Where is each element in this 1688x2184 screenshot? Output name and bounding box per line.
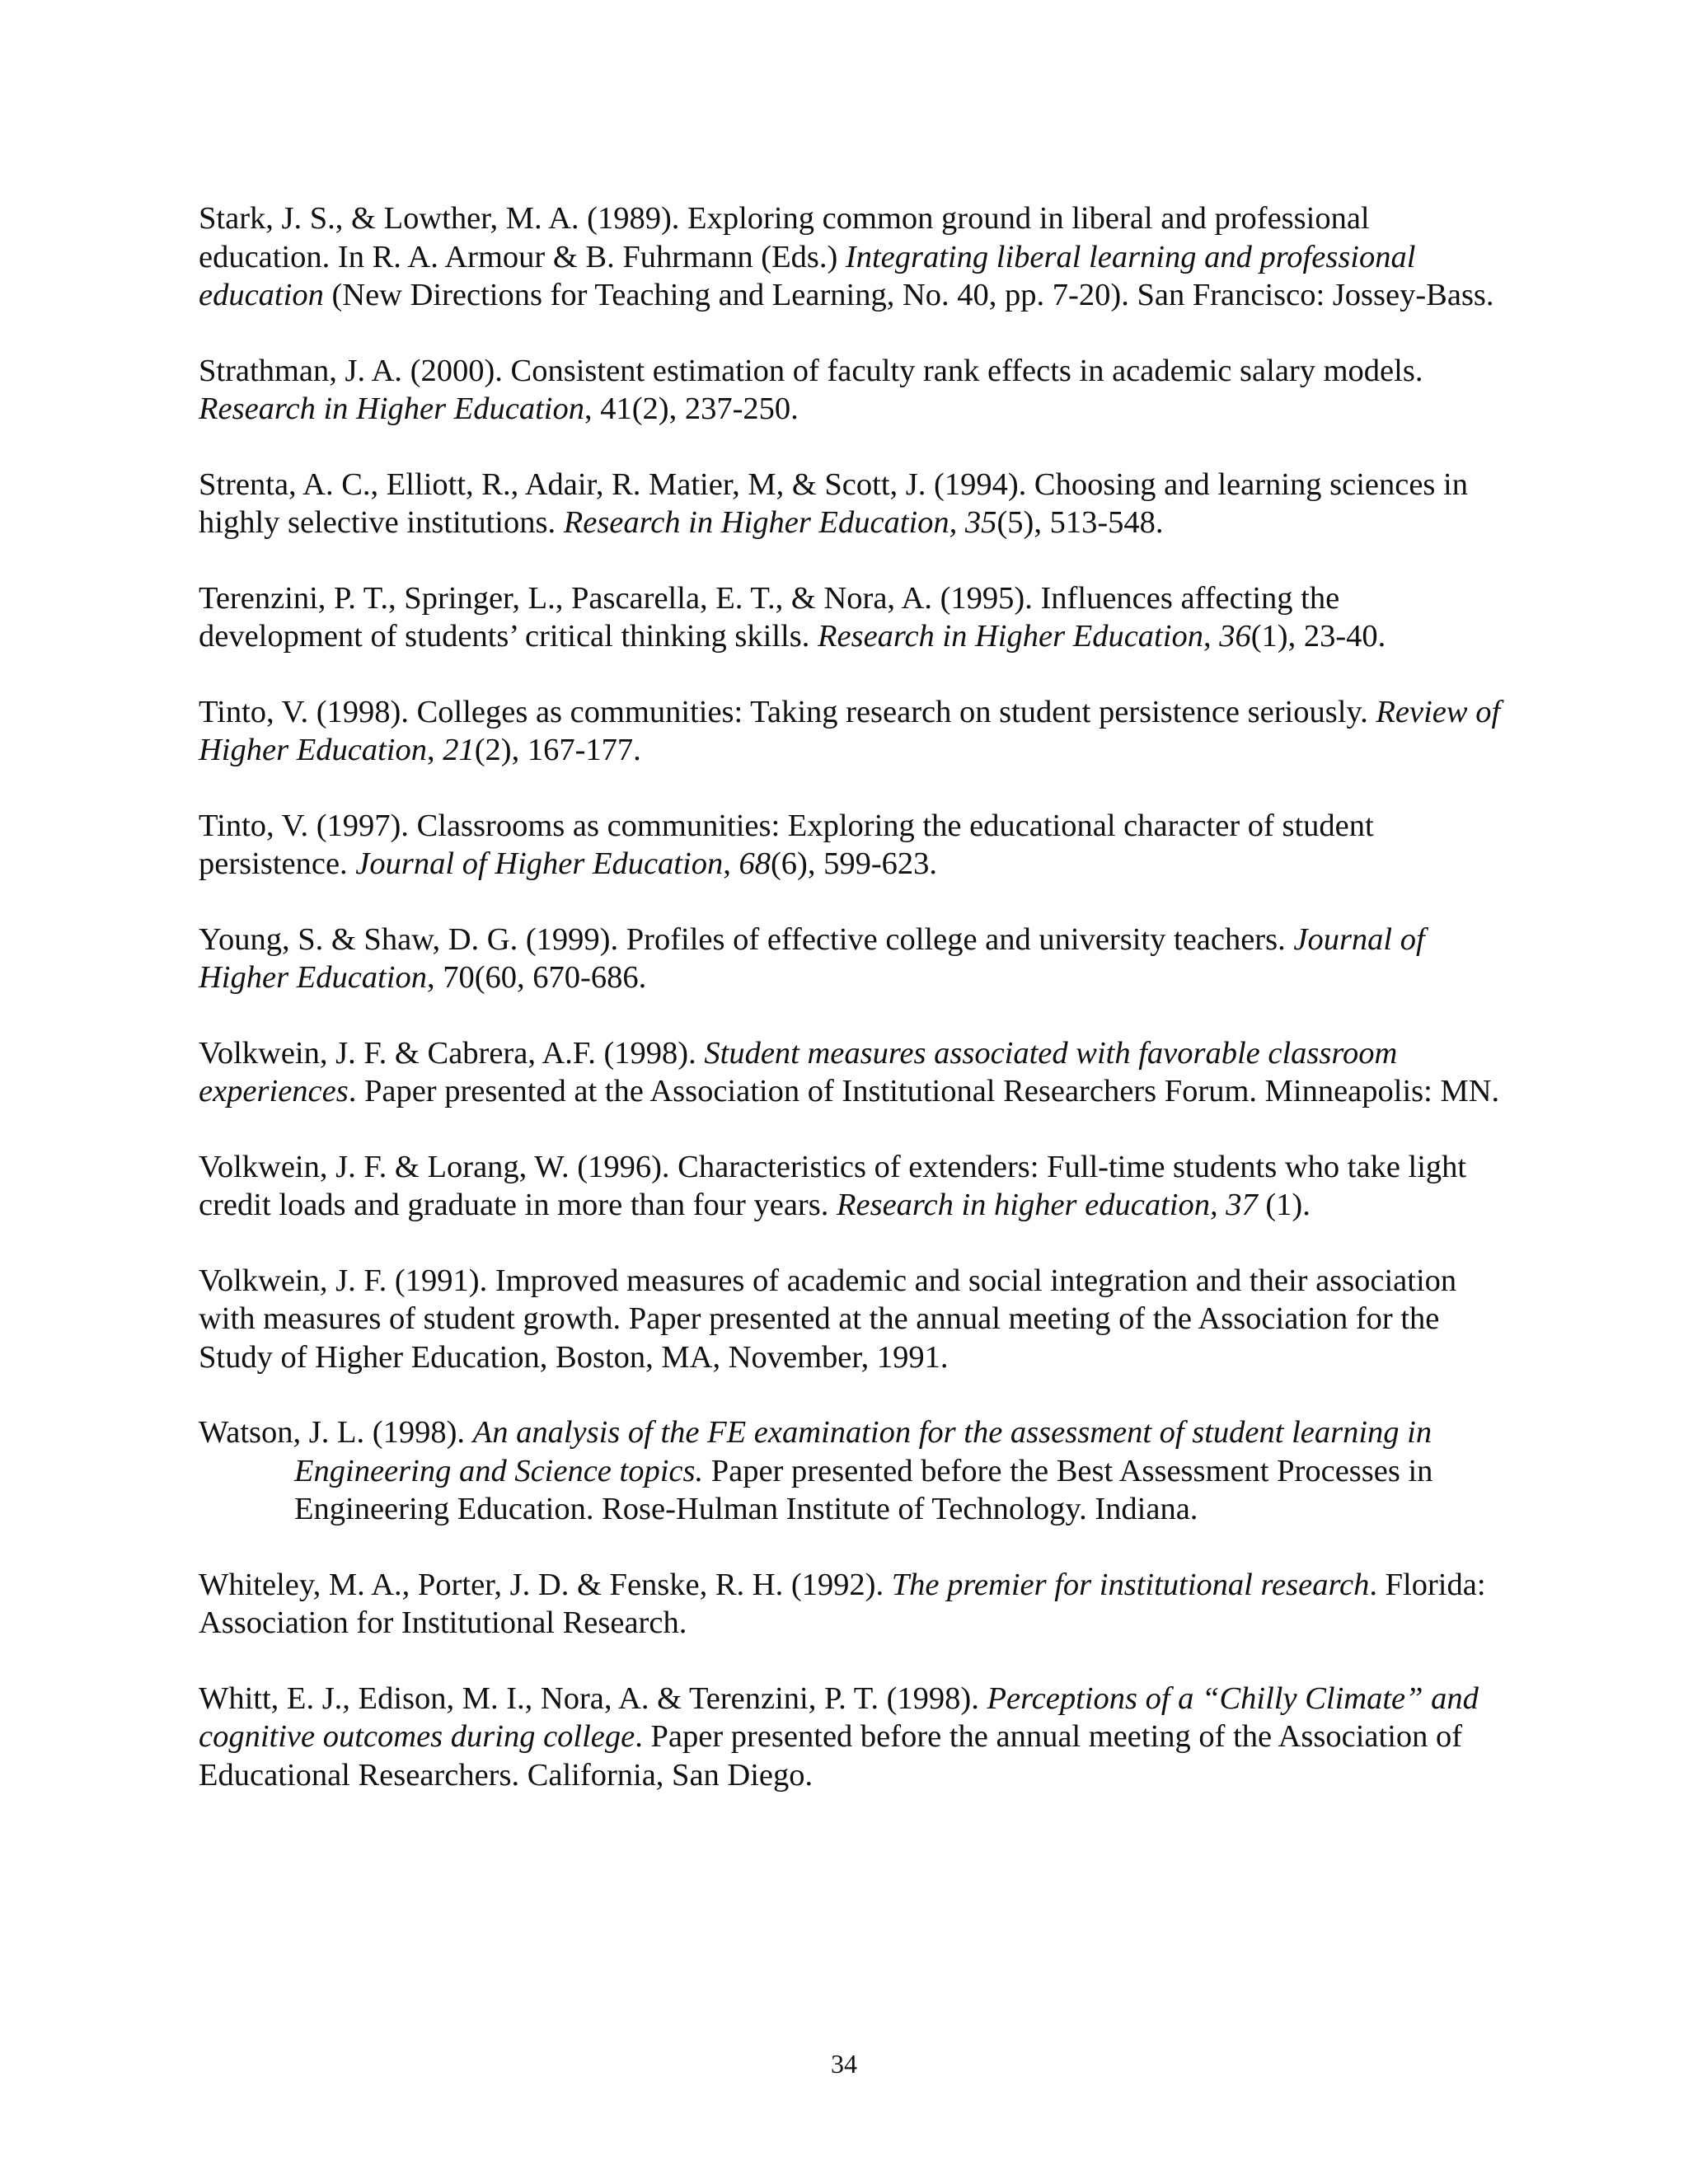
reference-italic-text: Journal of Higher Education bbox=[355, 846, 724, 881]
reference-entry bbox=[199, 921, 1501, 997]
reference-italic-text: Integrating liberal learning and professional education bbox=[199, 239, 1416, 312]
reference-entry bbox=[199, 199, 1501, 315]
reference-entry bbox=[199, 1680, 1501, 1795]
reference-italic-text: Review of Higher Education bbox=[199, 694, 1501, 767]
reference-italic-text: 21 bbox=[443, 733, 475, 767]
reference-text: Watson, J. L. (1998). bbox=[199, 1415, 473, 1450]
reference-text: (1), 23-40. bbox=[1250, 619, 1386, 654]
reference-italic-text: The premier for institutional research bbox=[891, 1567, 1370, 1602]
reference-text: Strathman, J. A. (2000). Consistent estimation of faculty rank effects in academic salary models. bbox=[199, 353, 1423, 388]
reference-text: (1). bbox=[1257, 1188, 1311, 1222]
reference-text: . Paper presented at the Association of Institutional Researchers Forum. Minneapolis: MN. bbox=[348, 1074, 1500, 1108]
reference-text: Whiteley, M. A., Porter, J. D. & Fenske, R. H. (1992). bbox=[199, 1567, 892, 1602]
reference-text: Tinto, V. (1997). Classrooms as communities: Exploring the educational character of student persistence. bbox=[199, 808, 1374, 881]
reference-entry bbox=[199, 352, 1501, 429]
reference-italic-text: Research in Higher Education bbox=[199, 391, 584, 426]
reference-italic-text: Research in Higher Education, 35 bbox=[563, 505, 997, 540]
reference-entry bbox=[199, 1566, 1501, 1643]
reference-list bbox=[199, 199, 1501, 1831]
reference-text: , bbox=[723, 846, 739, 881]
reference-text: (6), 599-623. bbox=[770, 846, 938, 881]
reference-entry bbox=[199, 1413, 1501, 1529]
reference-text: Volkwein, J. F. & Cabrera, A.F. (1998). bbox=[199, 1035, 705, 1071]
page-number: 34 bbox=[831, 2049, 857, 2079]
reference-text: (2), 167-177. bbox=[474, 733, 641, 767]
reference-text: , 70(60, 670-686. bbox=[426, 960, 647, 995]
reference-entry bbox=[199, 1034, 1501, 1111]
reference-text: Terenzini, P. T., Springer, L., Pascarella, E. T., & Nora, A. (1995). Influences affecting the development of students’ critical thinking skills. bbox=[199, 580, 1340, 654]
reference-italic-text: Journal of Higher Education bbox=[199, 921, 1425, 995]
reference-entry bbox=[199, 1262, 1501, 1377]
reference-italic-text: Research in higher education, 37 bbox=[837, 1188, 1258, 1222]
reference-text: , bbox=[1203, 619, 1220, 654]
reference-entry bbox=[199, 693, 1501, 770]
reference-text: , bbox=[426, 733, 443, 767]
reference-text: Volkwein, J. F. & Lorang, W. (1996). Characteristics of extenders: Full-time students who take light credit loads and graduate in more than four years. bbox=[199, 1149, 1467, 1222]
reference-italic-text: An analysis of the FE examination for the assessment of student learning in Engineering and Science topics. bbox=[294, 1415, 1432, 1488]
reference-italic-text: 36 bbox=[1219, 619, 1251, 654]
reference-text: Stark, J. S., & Lowther, M. A. (1989). Exploring common ground in liberal and professional education. In R. A. Armour & B. Fuhrmann (Eds.) bbox=[199, 201, 1370, 274]
reference-text: Tinto, V. (1998). Colleges as communities: Taking research on student persistence seriously. bbox=[199, 694, 1376, 729]
reference-text: . Florida: Association for Institutional Research. bbox=[199, 1567, 1486, 1640]
reference-italic-text: Student measures associated with favorable classroom experiences bbox=[199, 1035, 1398, 1108]
reference-text: (New Directions for Teaching and Learning, No. 40, pp. 7-20). San Francisco: Jossey-Bass. bbox=[323, 278, 1494, 312]
reference-text: Whitt, E. J., Edison, M. I., Nora, A. & Terenzini, P. T. (1998). bbox=[199, 1680, 987, 1716]
reference-text: . Paper presented before the annual meeting of the Association of Educational Researchers. California, San Diego. bbox=[199, 1719, 1463, 1793]
reference-entry bbox=[199, 807, 1501, 883]
reference-text: Volkwein, J. F. (1991). Improved measures of academic and social integration and their association with measures of student growth. Paper presented at the annual meeting of the Association for the Study of Higher Education, Boston, MA, November, 1991. bbox=[199, 1263, 1457, 1375]
reference-text: Strenta, A. C., Elliott, R., Adair, R. Matier, M, & Scott, J. (1994). Choosing and learning sciences in highly selective institutions. bbox=[199, 466, 1468, 540]
reference-entry bbox=[199, 1148, 1501, 1225]
reference-entry bbox=[199, 466, 1501, 542]
reference-text: Young, S. & Shaw, D. G. (1999). Profiles of effective college and university teachers. bbox=[199, 921, 1294, 957]
reference-text: , 41(2), 237-250. bbox=[584, 391, 799, 426]
reference-entry bbox=[199, 579, 1501, 656]
reference-italic-text: Research in Higher Education bbox=[817, 619, 1203, 654]
reference-text: (5), 513-548. bbox=[996, 505, 1164, 540]
reference-italic-text: Perceptions of a “Chilly Climate” and cognitive outcomes during college bbox=[199, 1680, 1479, 1754]
reference-text: Paper presented before the Best Assessment Processes in Engineering Education. Rose-Hulman Institute of Technology. Indiana. bbox=[294, 1453, 1433, 1526]
reference-italic-text: 68 bbox=[738, 846, 771, 881]
